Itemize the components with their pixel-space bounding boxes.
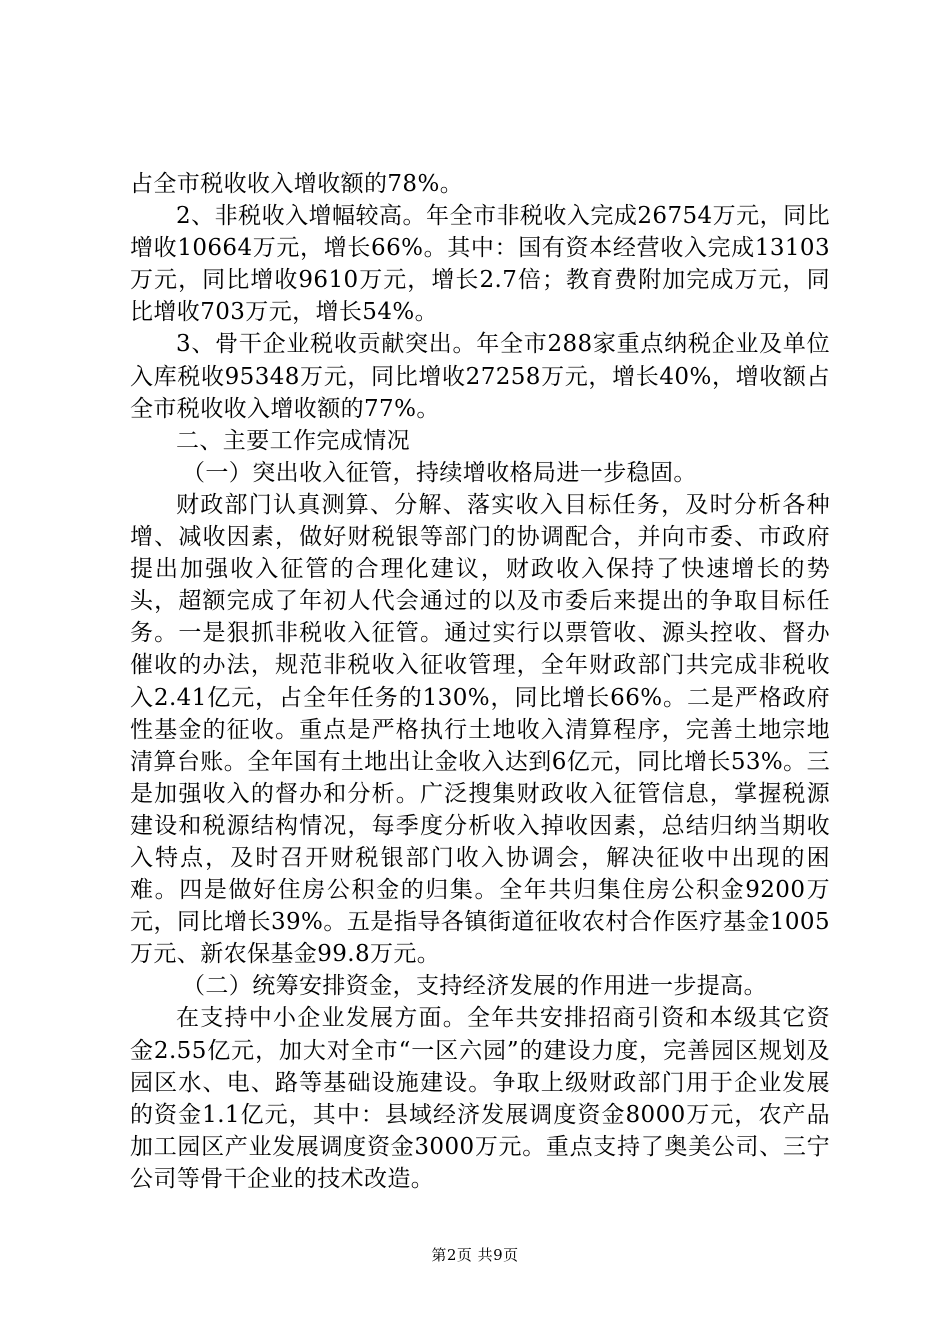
document-body — [130, 168, 830, 1195]
paragraph-continuation: 占全市税收收入增收额的78%。 — [130, 171, 464, 197]
subsection-heading-fund-allocation: （二）统筹安排资金，支持经济发展的作用进一步提高。 — [182, 973, 767, 1000]
paragraph-revenue-collection: 财政部门认真测算、分解、落实收入目标任务，及时分析各种增、减收因素，做好财税银等部门的协调配合，并向市委、市政府提出加强收入征管的合理化建议，财政收入保持了快速增长的势头，超额完成了年初人代会通过的以及市委后来提出的争取目标任务。一是狠抓非税收入征管。通过实行以票管收、源头控收、督办催收的办法，规范非税收入征收管理，全年财政部门共完成非税收入2.41亿元，占全年任务的130%，同比增长66%。二是严格政府性基金的征收。重点是严格执行土地收入清算程序，完善土地宗地清算台账。全年国有土地出让金收入达到6亿元，同比增长53%。三是加强收入的督办和分析。广泛搜集财政收入征管信息，掌握税源建设和税源结构情况，每季度分析收入掉收因素，总结归纳当期收入特点，及时召开财税银部门收入协调会，解决征收中出现的困难。四是做好住房公积金的归集。全年共归集住房公积金9200万元，同比增长39%。五是指导各镇街道征收农村合作医疗基金1005万元、新农保基金99.8万元。 — [130, 491, 830, 968]
paragraph-sme-support: 在支持中小企业发展方面。全年共安排招商引资和本级其它资金2.55亿元，加大对全市“一区六园”的建设力度，完善园区规划及园区水、电、路等基础设施建设。争取上级财政部门用于企业发展的资金1.1亿元，其中：县域经济发展调度资金8000万元，农产品加工园区产业发展调度资金3000万元。重点支持了奥美公司、三宁公司等骨干企业的技术改造。 — [130, 1005, 830, 1192]
paragraph-non-tax-revenue: 2、非税收入增幅较高。年全市非税收入完成26754万元，同比增收10664万元，增长66%。其中：国有资本经营收入完成13103万元，同比增收9610万元，增长2.7倍；教育费附加完成万元，同比增收703万元，增长54%。 — [130, 203, 830, 326]
section-heading-main-work: 二、主要工作完成情况 — [176, 427, 410, 454]
subsection-heading-revenue-collection: （一）突出收入征管，持续增收格局进一步稳固。 — [182, 459, 697, 486]
paragraph-key-enterprises: 3、骨干企业税收贡献突出。年全市288家重点纳税企业及单位入库税收95348万元，同比增收27258万元，增长40%，增收额占全市税收收入增收额的77%。 — [130, 331, 830, 422]
page-number-footer: 第2页 共9页 — [431, 1246, 519, 1264]
